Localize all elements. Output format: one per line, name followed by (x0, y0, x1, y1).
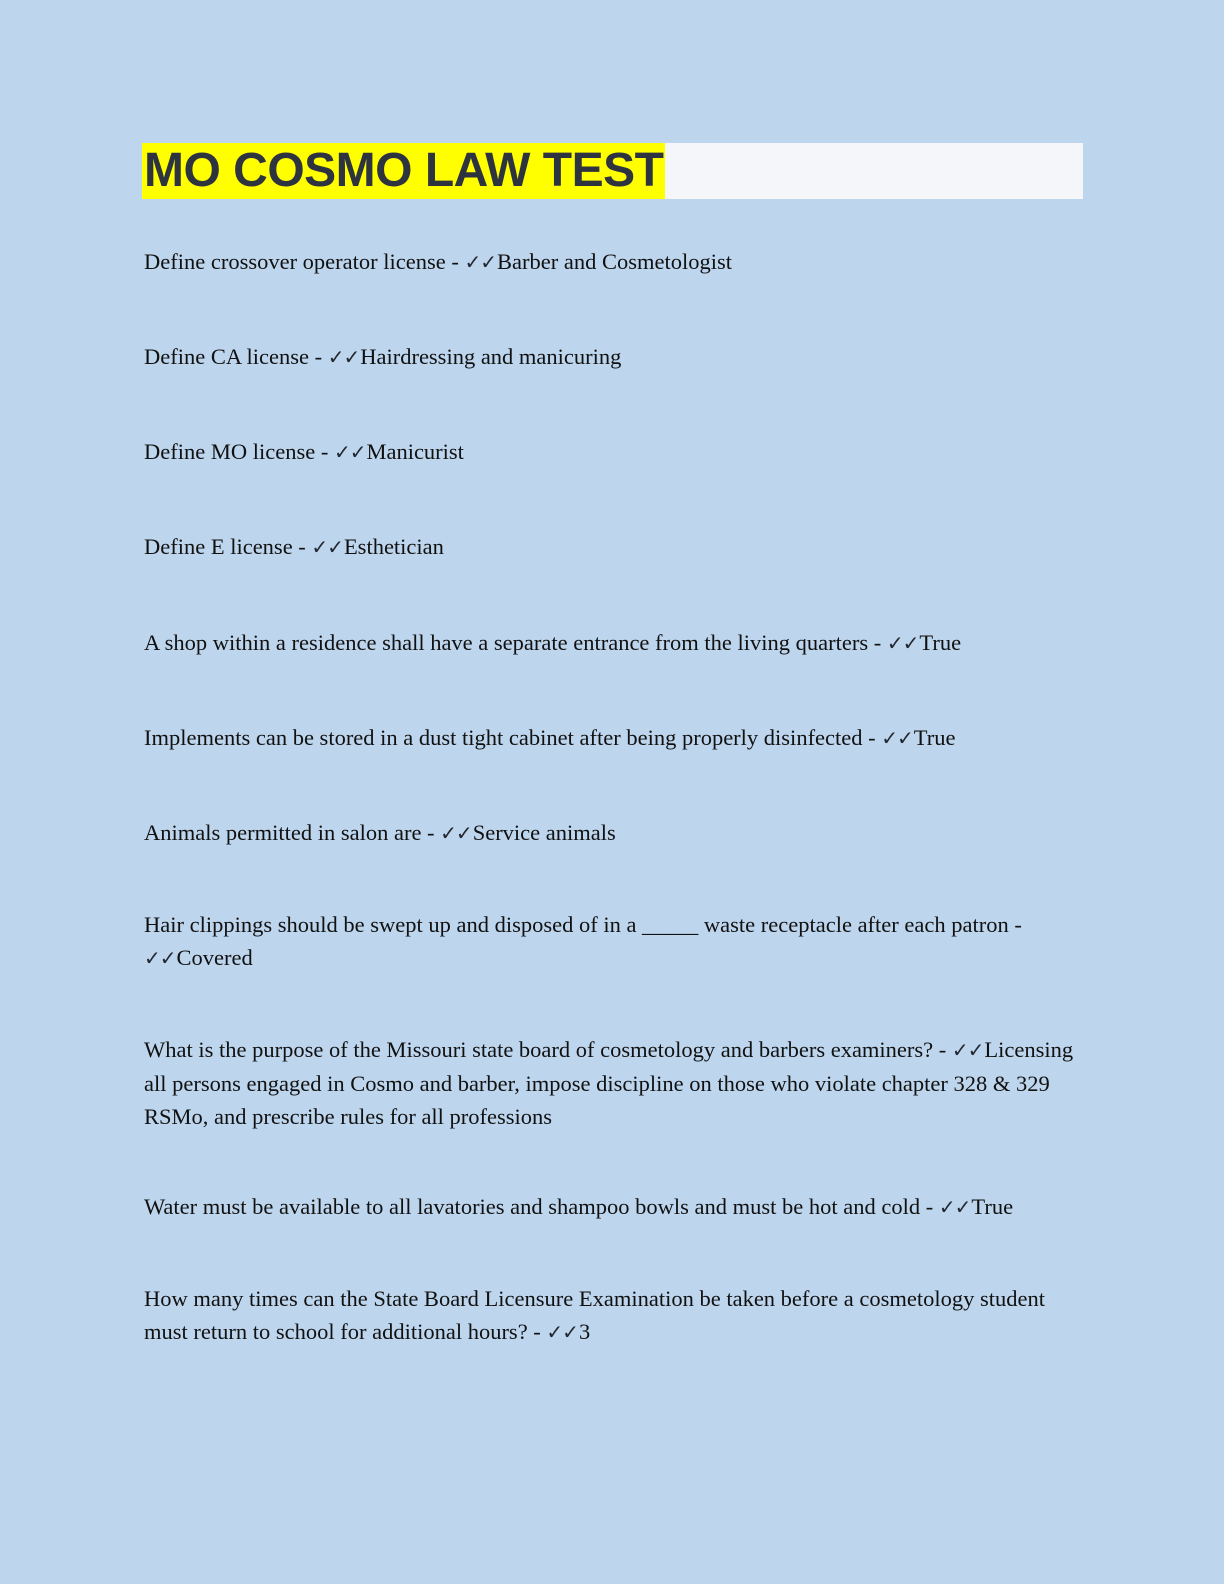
qa-item (144, 721, 1084, 755)
question-text: Water must be available to all lavatories and shampoo bowls and must be hot and cold - (144, 1194, 939, 1219)
answer-text: Manicurist (366, 439, 464, 464)
double-check-icon: ✓✓ (327, 345, 360, 369)
answer-text: True (971, 1194, 1014, 1219)
double-check-icon: ✓✓ (464, 250, 496, 274)
qa-item (144, 626, 1084, 660)
question-text: Define E license - (144, 534, 312, 559)
question-text: Animals permitted in salon are - (144, 820, 441, 845)
page-title: MO COSMO LAW TEST (144, 144, 664, 197)
answer-text: Barber and Cosmetologist (497, 249, 732, 274)
answer-text: Licensing all persons engaged in Cosmo and barber, impose discipline on those who violate chapter 328 & 329 RSMo, and prescribe rules for all professions (144, 1037, 1074, 1129)
question-text: What is the purpose of the Missouri state board of cosmetology and barbers examiners? - (144, 1037, 952, 1062)
question-text: Define CA license - (144, 344, 328, 369)
question-text: Define MO license - (144, 439, 334, 464)
title-bar (142, 143, 1083, 199)
question-text: A shop within a residence shall have a separate entrance from the living quarters - (144, 630, 887, 655)
answer-text: Esthetician (343, 534, 444, 559)
qa-item (144, 1033, 1084, 1133)
double-check-icon: ✓✓ (546, 1320, 578, 1344)
qa-item (144, 245, 1084, 279)
answer-text: True (913, 725, 956, 750)
double-check-icon: ✓✓ (886, 631, 919, 655)
question-text: Implements can be stored in a dust tight cabinet after being properly disinfected - (144, 725, 882, 750)
question-text: Define crossover operator license - (144, 249, 465, 274)
answer-text: Service animals (472, 820, 616, 845)
qa-item (144, 530, 1084, 564)
double-check-icon: ✓✓ (440, 821, 472, 845)
qa-item (144, 908, 1084, 975)
qa-item (144, 340, 1084, 374)
qa-item (144, 816, 1084, 850)
answer-text: Covered (176, 945, 253, 970)
question-text: Hair clippings should be swept up and disposed of in a _____ waste receptacle after each patron - (144, 912, 1022, 937)
double-check-icon: ✓✓ (951, 1038, 984, 1062)
double-check-icon: ✓✓ (333, 440, 366, 464)
answer-text: Hairdressing and manicuring (360, 344, 622, 369)
double-check-icon: ✓✓ (144, 946, 176, 970)
question-text: How many times can the State Board Licensure Examination be taken before a cosmetology student must return to school for additional hours? - (144, 1286, 1045, 1344)
title-highlight (142, 143, 665, 199)
qa-item (144, 435, 1084, 469)
double-check-icon: ✓✓ (881, 726, 913, 750)
qa-item (144, 1190, 1084, 1224)
double-check-icon: ✓✓ (938, 1195, 971, 1219)
answer-text: True (919, 630, 962, 655)
qa-item (144, 1282, 1084, 1349)
double-check-icon: ✓✓ (311, 535, 343, 559)
answer-text: 3 (578, 1319, 591, 1344)
